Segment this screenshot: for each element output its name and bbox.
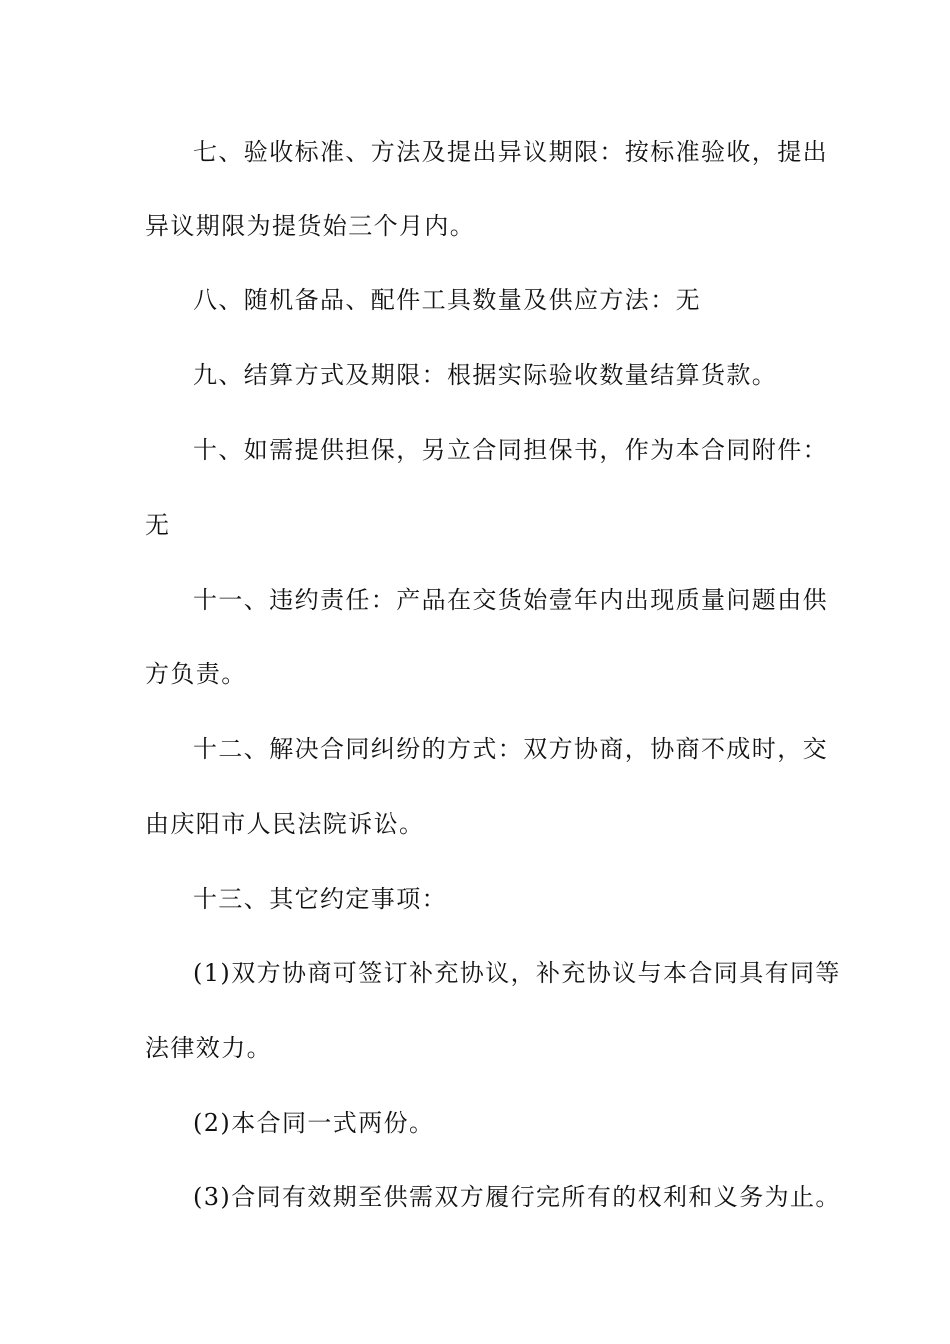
clause-13-item-1-line-1: (1)双方协商可签订补充协议，补充协议与本合同具有同等: [193, 959, 841, 987]
clause-11-line-2: 方负责。: [145, 660, 247, 688]
clause-13-item-1-line-2: 法律效力。: [145, 1034, 272, 1062]
clause-13-item-3: (3)合同有效期至供需双方履行完所有的权利和义务为止。: [193, 1183, 841, 1211]
clause-8: 八、随机备品、配件工具数量及供应方法：无: [193, 286, 701, 314]
clause-13-item-2: (2)本合同一式两份。: [193, 1109, 435, 1137]
clause-11-line-1: 十一、违约责任：产品在交货始壹年内出现质量问题由供: [193, 586, 828, 614]
clause-13-heading: 十三、其它约定事项：: [193, 885, 447, 913]
clause-9: 九、结算方式及期限：根据实际验收数量结算货款。: [193, 361, 778, 389]
clause-7-line-2: 异议期限为提货始三个月内。: [145, 212, 476, 240]
clause-12-line-2: 由庆阳市人民法院诉讼。: [145, 810, 425, 838]
clause-10-line-2: 无: [145, 511, 171, 539]
clause-12-line-1: 十二、解决合同纠纷的方式：双方协商，协商不成时，交: [193, 735, 828, 763]
clause-7-line-1: 七、验收标准、方法及提出异议期限：按标准验收，提出: [193, 138, 828, 166]
clause-10-line-1: 十、如需提供担保，另立合同担保书，作为本合同附件：: [193, 436, 828, 464]
